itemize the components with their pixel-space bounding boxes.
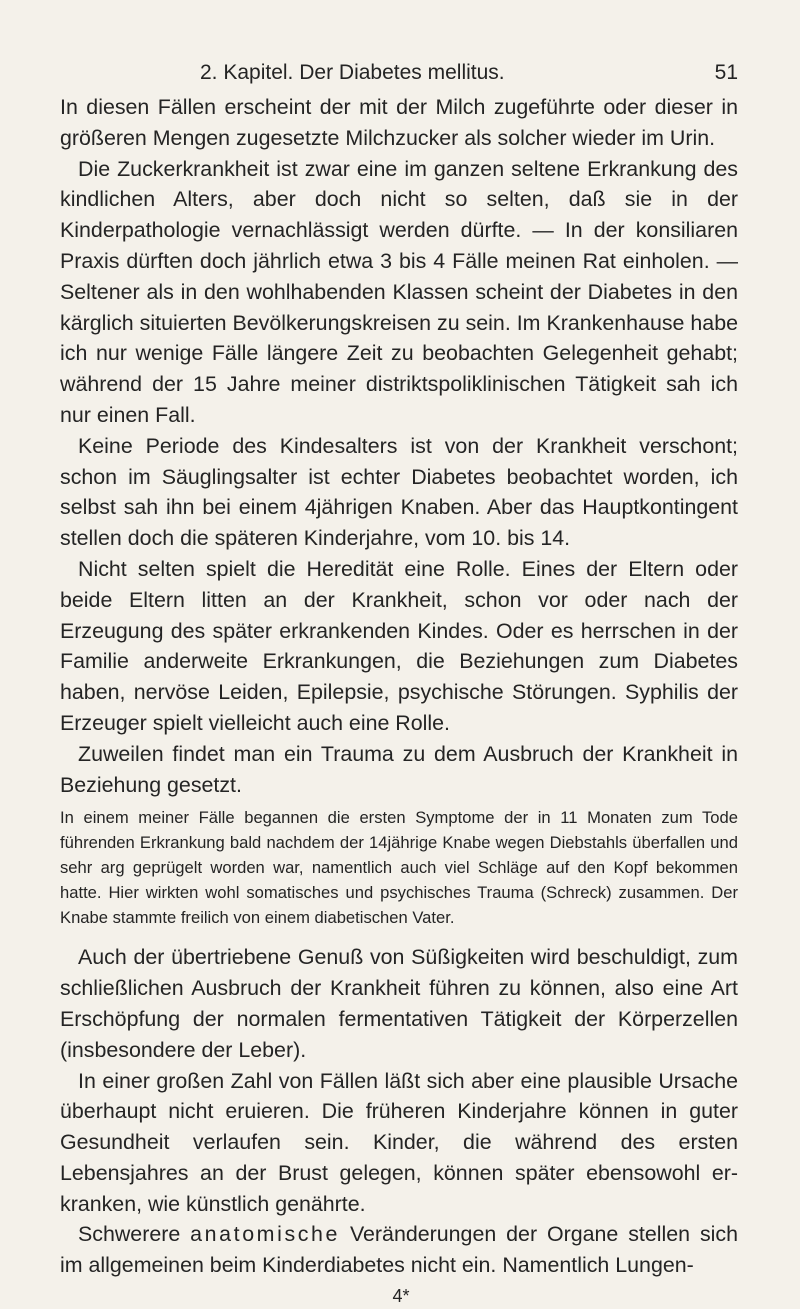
body-text [60, 92, 738, 800]
paragraph-zuckerkrankheit: Die Zuckerkrankheit ist zwar eine im ganzen seltene Erkrankung des kindlichen Alters, aber doch nicht so selten, daß sie in der Kinderpathologie vernachlässigt werden dürfte. — In der konsiliaren Praxis dürften doch jährlich etwa 3 bis 4 Fälle meinen Rat einholen. — Seltener als in den wohlhabenden Klassen scheint der Diabetes in den kärglich situierten Bevölkerungskreisen zu sein. Im Krankenhause habe ich nur wenige Fälle längere Zeit zu beobachten Gelegenheit gehabt; während der 15 Jahre meiner distriktspoliklinischen Tätigkeit sah ich nur einen Fall. [60, 156, 738, 427]
book-page [60, 58, 738, 1309]
paragraph-trauma: Zuweilen findet man ein Trauma zu dem Ausbruch der Krankheit in Beziehung gesetzt. [60, 741, 738, 797]
paragraph-milchzucker: In diesen Fällen erscheint der mit der Milch zugeführte oder dieser in größeren Mengen zugesetzte Milchzucker als solcher wieder im Urin. [60, 95, 738, 150]
chapter-title: 2. Kapitel. Der Diabetes mellitus. [200, 61, 505, 84]
body-text-continued [60, 942, 738, 1281]
signature-mark: 4* [392, 1286, 410, 1307]
p8-end: Veränderungen der Organe stellen sich im allgemeinen beim Kinderdiabetes nicht ein. Namentlich Lungen- [60, 1222, 738, 1278]
p8-start: Schwerere [78, 1222, 181, 1247]
paragraph-ursache: In einer großen Zahl von Fällen läßt sich aber eine plausible Ursache überhaupt nicht eruieren. Die früheren Kinderjahre können in guter Gesundheit verlaufen sein. Kinder, die während des ersten Lebensjahres an der Brust gelegen, können später ebensowohl erkranken, wie künstlich genährte. [60, 1068, 738, 1216]
running-head [60, 58, 738, 92]
emphasized-word: anatomische [190, 1222, 341, 1247]
paragraph-periode: Keine Periode des Kindesalters ist von der Krankheit verschont; schon im Säuglingsalter ist echter Diabetes beobachtet worden, ich selbst sah ihn bei einem 4jährigen Knaben. Aber das Hauptkontingent stellen doch die späteren Kinderjahre, vom 10. bis 14. [60, 433, 738, 551]
case-note-text: In einem meiner Fälle begannen die ersten Symptome der in 11 Monaten zum Tode führenden Erkrankung bald nachdem der 14jährige Knabe wegen Diebstahls überfallen und sehr arg geprügelt worden war, namentlich auch viel Schläge auf den Kopf bekommen hatte. Hier wirkten wohl somatisches und psychisches Trauma (Schreck) zusammen. Der Knabe stammte freilich von einem diabetischen Vater. [60, 808, 738, 927]
case-note [60, 806, 738, 930]
paragraph-anatomische [60, 1219, 738, 1281]
paragraph-heredität: Nicht selten spielt die Heredität eine Rolle. Eines der Eltern oder beide Eltern litten an der Krankheit, schon vor oder nach der Erzeugung des später erkrankenden Kindes. Oder es herrschen in der Familie anderweite Erkrankungen, die Beziehungen zum Diabetes haben, nervöse Leiden, Epilepsie, psychische Störungen. Syphilis der Erzeuger spielt vielleicht auch eine Rolle. [60, 556, 738, 735]
paragraph-süßigkeiten: Auch der übertriebene Genuß von Süßigkeiten wird beschuldigt, zum schließlichen Ausbruch der Krankheit führen zu können, also eine Art Erschöpfung der normalen fermentativen Tätigkeit der Körperzellen (insbesondere der Leber). [60, 945, 738, 1062]
page-number: 51 [714, 61, 738, 84]
